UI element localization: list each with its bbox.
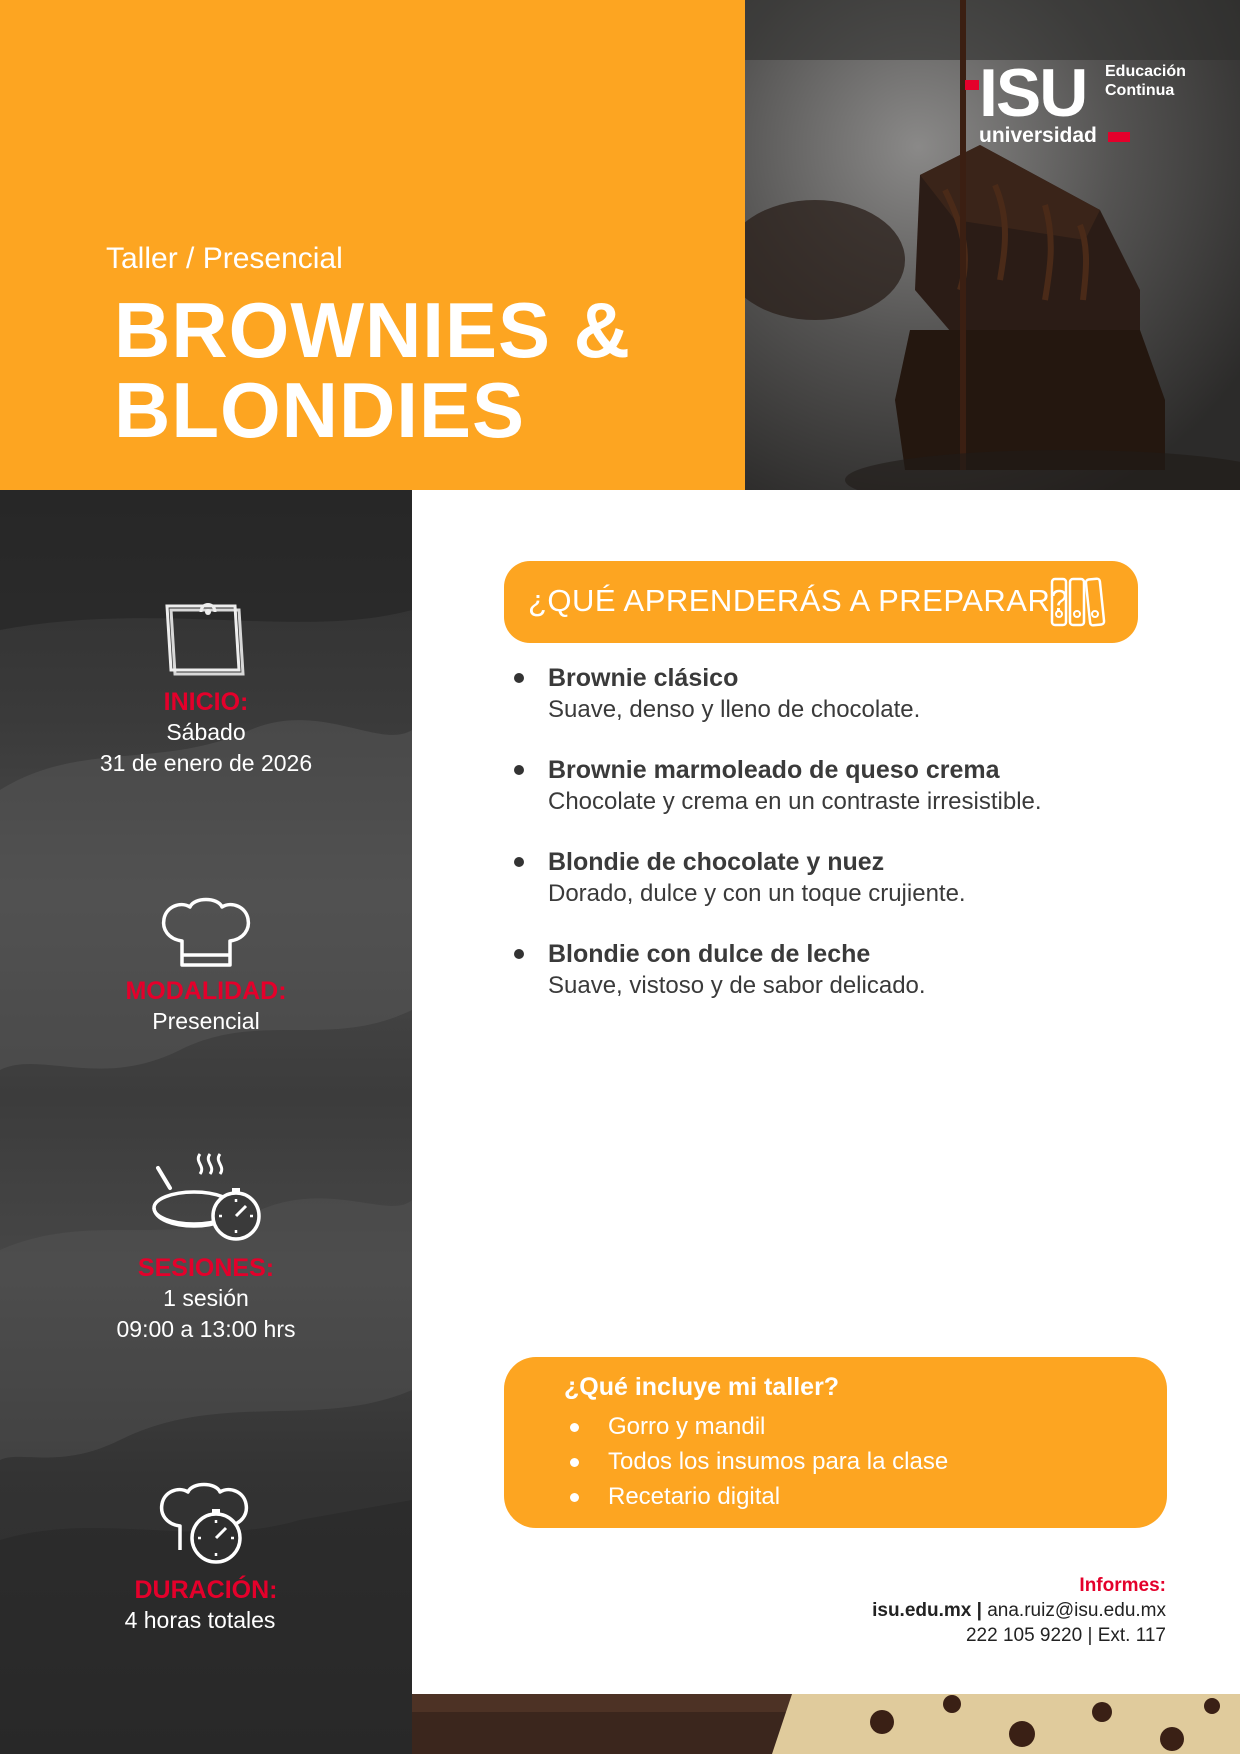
bullet — [570, 1458, 579, 1467]
page-title — [114, 286, 631, 454]
title-line-2: BLONDIES — [114, 366, 526, 454]
recipe-name: Brownie marmoleado de queso crema — [548, 756, 1000, 784]
logo-division — [1105, 62, 1186, 100]
logo-red-bar — [1108, 132, 1130, 142]
chef-hat-icon — [160, 893, 252, 969]
website-link[interactable]: isu.edu.mx — [872, 1600, 972, 1621]
bullet — [570, 1423, 579, 1432]
list-item — [510, 755, 1150, 817]
include-text: Gorro y mandil — [608, 1413, 766, 1440]
duracion-value: 4 horas totales — [124, 1607, 276, 1633]
logo-division-line-1: Educación — [1105, 63, 1186, 80]
recipe-desc: Dorado, dulce y con un toque crujiente. — [548, 880, 966, 907]
contact-web-email: isu.edu.mx | ana.ruiz@isu.edu.mx — [872, 1600, 1166, 1621]
includes-list — [564, 1409, 948, 1514]
sesiones-count: 1 sesión — [163, 1285, 249, 1311]
modalidad-value: Presencial — [152, 1008, 260, 1034]
sesiones-time: 09:00 a 13:00 hrs — [116, 1316, 296, 1342]
bullet — [514, 765, 524, 775]
inicio-date: 31 de enero de 2026 — [99, 750, 313, 776]
header-banner — [0, 0, 745, 490]
contact-phone[interactable]: 222 105 9220 | Ext. 117 — [965, 1625, 1166, 1646]
hat-timer-icon — [156, 1476, 256, 1568]
email-link[interactable]: ana.ruiz@isu.edu.mx — [987, 1600, 1166, 1621]
inicio-label: INICIO: — [163, 688, 249, 716]
learn-list — [510, 663, 1150, 1031]
info-sidebar — [0, 490, 412, 1754]
recipe-name: Blondie con dulce de leche — [548, 940, 871, 968]
list-item — [564, 1409, 948, 1444]
list-item — [510, 939, 1150, 1001]
brownie-photo — [745, 0, 1240, 490]
workshop-type: Taller / Presencial — [106, 242, 343, 275]
recipe-name: Brownie clásico — [548, 664, 739, 692]
info-modalidad — [0, 893, 412, 1037]
calendar-icon — [161, 600, 251, 680]
bullet — [514, 949, 524, 959]
sesiones-label: SESIONES: — [137, 1254, 275, 1282]
list-item — [564, 1444, 948, 1479]
title-line-1: BROWNIES & — [114, 286, 631, 374]
include-text: Recetario digital — [608, 1483, 781, 1510]
contact-info — [872, 1573, 1166, 1648]
footer-photo — [412, 1694, 1240, 1754]
recipe-desc: Suave, vistoso y de sabor delicado. — [548, 972, 926, 999]
contact-title: Informes: — [1079, 1575, 1166, 1596]
logo-tagline: universidad — [979, 124, 1097, 147]
logo-red-mark — [965, 80, 979, 90]
includes-heading: ¿Qué incluye mi taller? — [564, 1373, 840, 1401]
logo-wordmark: ISU — [979, 55, 1087, 131]
binders-icon — [1050, 577, 1106, 627]
include-text: Todos los insumos para la clase — [608, 1448, 949, 1475]
modalidad-label: MODALIDAD: — [125, 977, 287, 1005]
duracion-label: DURACIÓN: — [134, 1576, 278, 1604]
inicio-day: Sábado — [166, 719, 246, 745]
pan-timer-icon — [150, 1150, 262, 1246]
info-inicio — [0, 600, 412, 779]
learn-heading: ¿QUÉ APRENDERÁS A PREPARAR? — [528, 583, 1069, 618]
list-item — [510, 663, 1150, 725]
bullet — [514, 857, 524, 867]
recipe-name: Blondie de chocolate y nuez — [548, 848, 885, 876]
bullet — [514, 673, 524, 683]
recipe-desc: Chocolate y crema en un contraste irresistible. — [548, 788, 1042, 815]
logo-division-line-2: Continua — [1105, 82, 1175, 99]
recipe-desc: Suave, denso y lleno de chocolate. — [548, 696, 921, 723]
list-item — [564, 1479, 948, 1514]
isu-logo[interactable] — [965, 55, 1195, 152]
info-sesiones — [0, 1150, 412, 1345]
includes-box — [504, 1357, 1167, 1528]
list-item — [510, 847, 1150, 909]
info-duracion — [0, 1476, 412, 1636]
bullet — [570, 1493, 579, 1502]
learn-heading-pill — [504, 561, 1138, 643]
